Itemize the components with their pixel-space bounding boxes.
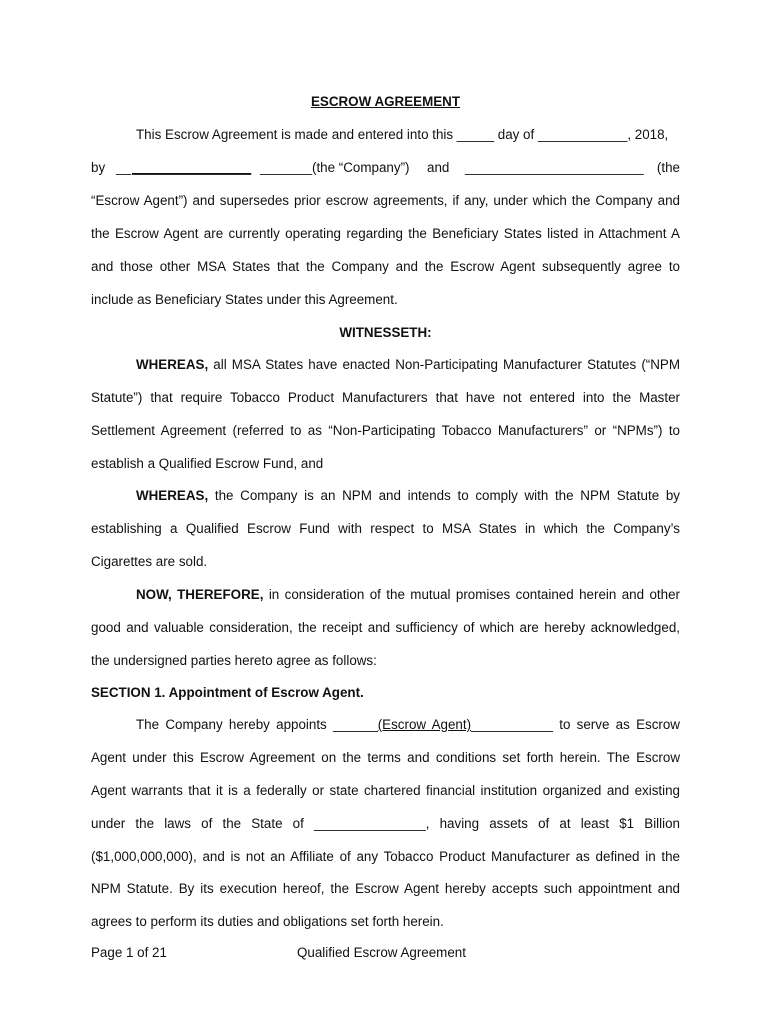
whereas1-line-2: Statute”) that require Tobacco Product Manufacturers that have not entered into the Master [91, 390, 680, 405]
whereas2-line-2: establishing a Qualified Escrow Fund with respect to MSA States in which the Company’s [91, 521, 680, 536]
whereas2-line-3: Cigarettes are sold. [91, 554, 208, 569]
witnesseth-heading: WITNESSETH: [339, 325, 432, 340]
section1-appoint-pre: The Company hereby appoints ______ [136, 717, 378, 732]
intro-line-5: and those other MSA States that the Company and the Escrow Agent subsequently agree to [91, 259, 680, 274]
section1-heading: SECTION 1. Appointment of Escrow Agent. [91, 685, 364, 700]
whereas2-text-1: the Company is an NPM and intends to comply with the NPM Statute by [208, 488, 680, 503]
company-blank-b: ________________ [132, 160, 252, 175]
nowtherefore-keyword: NOW, THEREFORE, [136, 587, 264, 602]
nowtherefore-text-1: in consideration of the mutual promises contained herein and other [263, 587, 680, 602]
escrow-agent-blank: ________________________ [465, 160, 644, 175]
footer-document-name: Qualified Escrow Agreement [297, 945, 466, 960]
intro-line-6: include as Beneficiary States under this Agreement. [91, 292, 398, 307]
nowtherefore-line-1 [91, 586, 680, 604]
intro-line-4: the Escrow Agent are currently operating regarding the Beneficiary States listed in Attachment A [91, 226, 680, 241]
section1-line-4: under the laws of the State of _______________, having assets of at least $1 Billion [91, 816, 680, 831]
section1-line-5: ($1,000,000,000), and is not an Affiliate of any Tobacco Product Manufacturer as defined in the [91, 849, 680, 864]
whereas2-keyword: WHEREAS, [136, 488, 209, 503]
company-blank-c: _______ [260, 160, 313, 175]
section1-escrow-agent-name: (Escrow Agent) [377, 717, 472, 732]
whereas1-line-4: establish a Qualified Escrow Fund, and [91, 456, 324, 471]
section1-line-7: agrees to perform its duties and obligations set forth herein. [91, 914, 444, 929]
document-title: ESCROW AGREEMENT [310, 94, 461, 109]
whereas2-line-1 [91, 487, 680, 505]
nowtherefore-line-2: good and valuable consideration, the receipt and sufficiency of which are hereby acknowledged, [91, 620, 680, 635]
intro-the: (the [656, 160, 680, 175]
company-blank-a: __ [116, 160, 131, 175]
section1-line-1 [91, 716, 680, 734]
section1-line-6: NPM Statute. By its execution hereof, the Escrow Agent hereby accepts such appointment and [91, 881, 680, 896]
section1-appoint-post: ___________ to serve as Escrow [471, 717, 680, 732]
section1-line-3: Agent warrants that it is a federally or state chartered financial institution organized and existing [91, 783, 680, 798]
section1-line-2: Agent under this Escrow Agreement on the terms and conditions set forth herein. The Escrow [91, 750, 680, 765]
whereas1-text-1: all MSA States have enacted Non-Participating Manufacturer Statutes (“NPM [208, 357, 680, 372]
intro-line-1: This Escrow Agreement is made and entered into this _____ day of ____________, 2018, [136, 127, 669, 142]
intro-line-3: “Escrow Agent”) and supersedes prior escrow agreements, if any, under which the Company and [91, 193, 680, 208]
whereas1-line-1 [91, 356, 680, 374]
intro-and: and [427, 160, 450, 175]
nowtherefore-line-3: the undersigned parties hereto agree as follows: [91, 653, 377, 668]
whereas1-keyword: WHEREAS, [136, 357, 209, 372]
footer-page-number: Page 1 of 21 [91, 945, 167, 960]
intro-by: by [91, 160, 106, 175]
intro-company-label: (the “Company”) [312, 160, 410, 175]
whereas1-line-3: Settlement Agreement (referred to as “Non-Participating Tobacco Manufacturers” or “NPMs”) to [91, 423, 680, 438]
